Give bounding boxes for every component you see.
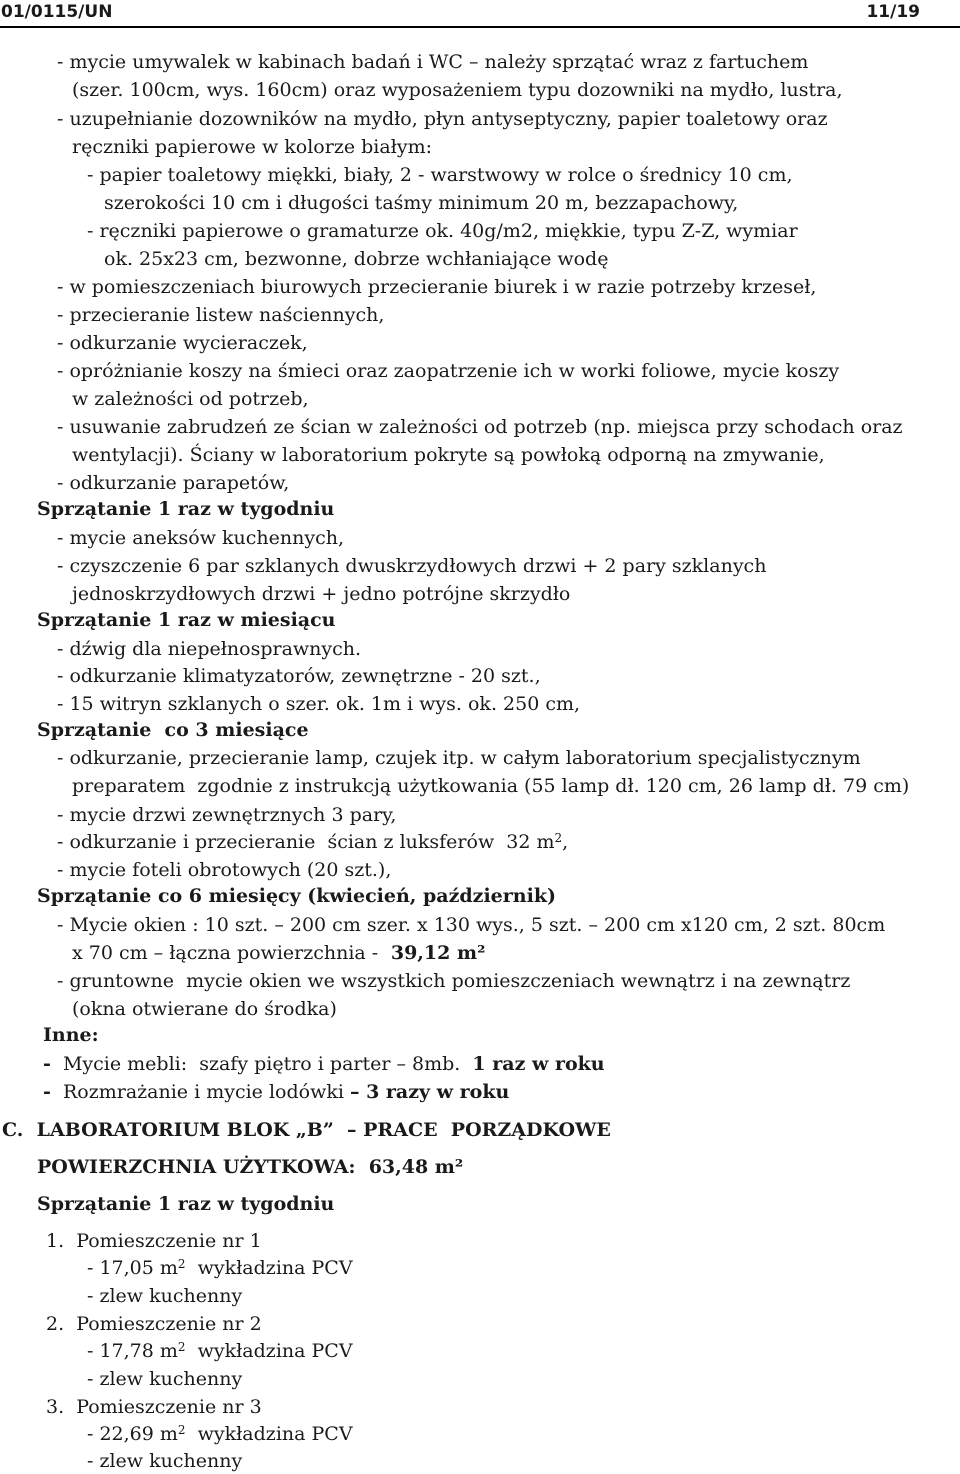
text-line: - ręczniki papierowe o gramaturze ok. 40g/m2, miękkie, typu Z-Z, wymiar bbox=[87, 220, 798, 242]
superscript: 2 bbox=[554, 831, 563, 845]
text-line: - dźwig dla niepełnosprawnych. bbox=[57, 638, 362, 660]
text-line: - odkurzanie parapetów, bbox=[57, 472, 290, 494]
list-item: 1. Pomieszczenie nr 1 bbox=[46, 1230, 262, 1252]
text-line: ręczniki papierowe w kolorze białym: bbox=[72, 136, 432, 158]
section-heading: Sprzątanie 1 raz w tygodniu bbox=[37, 1193, 335, 1215]
text-line: - Mycie okien : 10 szt. – 200 cm szer. x 130 wys., 5 szt. – 200 cm x120 cm, 2 szt. 80cm bbox=[57, 914, 886, 936]
text-line: - 17,05 $m^2$ wykładzina PCV bbox=[87, 1257, 353, 1279]
text-line: wentylacji). Ściany w laboratorium pokryte są powłoką odporną na zmywanie, bbox=[72, 444, 825, 466]
text-line: - odkurzanie wycieraczek, bbox=[57, 332, 308, 354]
text-line: - mycie aneksów kuchennych, bbox=[57, 527, 345, 549]
text-line: - przecieranie listew naściennych, bbox=[57, 304, 385, 326]
superscript: 2 bbox=[177, 1340, 186, 1354]
text-line: - odkurzanie, przecieranie lamp, czujek itp. w całym laboratorium specjalistycznym bbox=[57, 747, 861, 769]
text-line: - mycie drzwi zewnętrznych 3 pary, bbox=[57, 804, 397, 826]
text-line: preparatem zgodnie z instrukcją użytkowania (55 lamp dł. 120 cm, 26 lamp dł. 79 cm) bbox=[72, 775, 910, 797]
text-line: - papier toaletowy miękki, biały, 2 - warstwowy w rolce o średnicy 10 cm, bbox=[87, 164, 793, 186]
text-line: - zlew kuchenny bbox=[87, 1368, 243, 1390]
superscript: 2 bbox=[177, 1423, 186, 1437]
text-line: ok. 25x23 cm, bezwonne, dobrze wchłaniające wodę bbox=[104, 248, 609, 270]
page-header bbox=[0, 0, 960, 28]
text-line: w zależności od potrzeb, bbox=[72, 388, 309, 410]
text-line: - odkurzanie i przecieranie ścian z luksferów 32 $m^2$, bbox=[57, 831, 569, 853]
text-line: - usuwanie zabrudzeń ze ścian w zależności od potrzeb (np. miejsca przy schodach oraz bbox=[57, 416, 903, 438]
text-line: (szer. 100cm, wys. 160cm) oraz wyposażeniem typu dozowniki na mydło, lustra, bbox=[72, 79, 843, 101]
text-line: - Rozmrażanie i mycie lodówki – 3 razy w roku bbox=[43, 1081, 510, 1103]
text-line: - 15 witryn szklanych o szer. ok. 1m i wys. ok. 250 cm, bbox=[57, 693, 581, 715]
chapter-heading: C. LABORATORIUM BLOK „B” – PRACE PORZĄDKOWE bbox=[2, 1119, 611, 1141]
text-line: x 70 cm – łączna powierzchnia - 39,12 m² bbox=[72, 942, 486, 964]
page-number: 11/19 bbox=[866, 2, 920, 22]
section-heading: Sprzątanie 1 raz w miesiącu bbox=[37, 609, 336, 631]
text-line: - odkurzanie klimatyzatorów, zewnętrzne - 20 szt., bbox=[57, 665, 541, 687]
text-line: - gruntowne mycie okien we wszystkich pomieszczeniach wewnątrz i na zewnątrz bbox=[57, 970, 851, 992]
section-heading: Inne: bbox=[43, 1024, 99, 1046]
text-line: szerokości 10 cm i długości taśmy minimum 20 m, bezzapachowy, bbox=[104, 192, 739, 214]
section-heading: Sprzątanie co 3 miesiące bbox=[37, 719, 309, 741]
text-line: - zlew kuchenny bbox=[87, 1450, 243, 1472]
text-line: - mycie umywalek w kabinach badań i WC – należy sprzątać wraz z fartuchem bbox=[57, 51, 809, 73]
text-line: - zlew kuchenny bbox=[87, 1285, 243, 1307]
text-line: - mycie foteli obrotowych (20 szt.), bbox=[57, 859, 392, 881]
text-line: - 22,69 $m^2$ wykładzina PCV bbox=[87, 1423, 353, 1445]
list-item: 2. Pomieszczenie nr 2 bbox=[46, 1313, 262, 1335]
document-number: 01/0115/UN bbox=[1, 2, 113, 22]
text-line: - opróżnianie koszy na śmieci oraz zaopatrzenie ich w worki foliowe, mycie koszy bbox=[57, 360, 840, 382]
section-heading: POWIERZCHNIA UŻYTKOWA: 63,48 m² bbox=[37, 1156, 464, 1178]
section-heading: Sprzątanie 1 raz w tygodniu bbox=[37, 498, 335, 520]
text-line: - uzupełnianie dozowników na mydło, płyn antyseptyczny, papier toaletowy oraz bbox=[57, 108, 828, 130]
text-line: jednoskrzydłowych drzwi + jedno potrójne skrzydło bbox=[72, 583, 571, 605]
text-line: - czyszczenie 6 par szklanych dwuskrzydłowych drzwi + 2 pary szklanych bbox=[57, 555, 767, 577]
text-line: - 17,78 $m^2$ wykładzina PCV bbox=[87, 1340, 353, 1362]
section-heading: Sprzątanie co 6 miesięcy (kwiecień, październik) bbox=[37, 885, 556, 907]
text-line: (okna otwierane do środka) bbox=[72, 998, 337, 1020]
superscript: 2 bbox=[177, 1257, 186, 1271]
text-line: - w pomieszczeniach biurowych przecieranie biurek i w razie potrzeby krzeseł, bbox=[57, 276, 817, 298]
text-line: - Mycie mebli: szafy piętro i parter – 8mb. 1 raz w roku bbox=[43, 1053, 605, 1075]
list-item: 3. Pomieszczenie nr 3 bbox=[46, 1396, 262, 1418]
